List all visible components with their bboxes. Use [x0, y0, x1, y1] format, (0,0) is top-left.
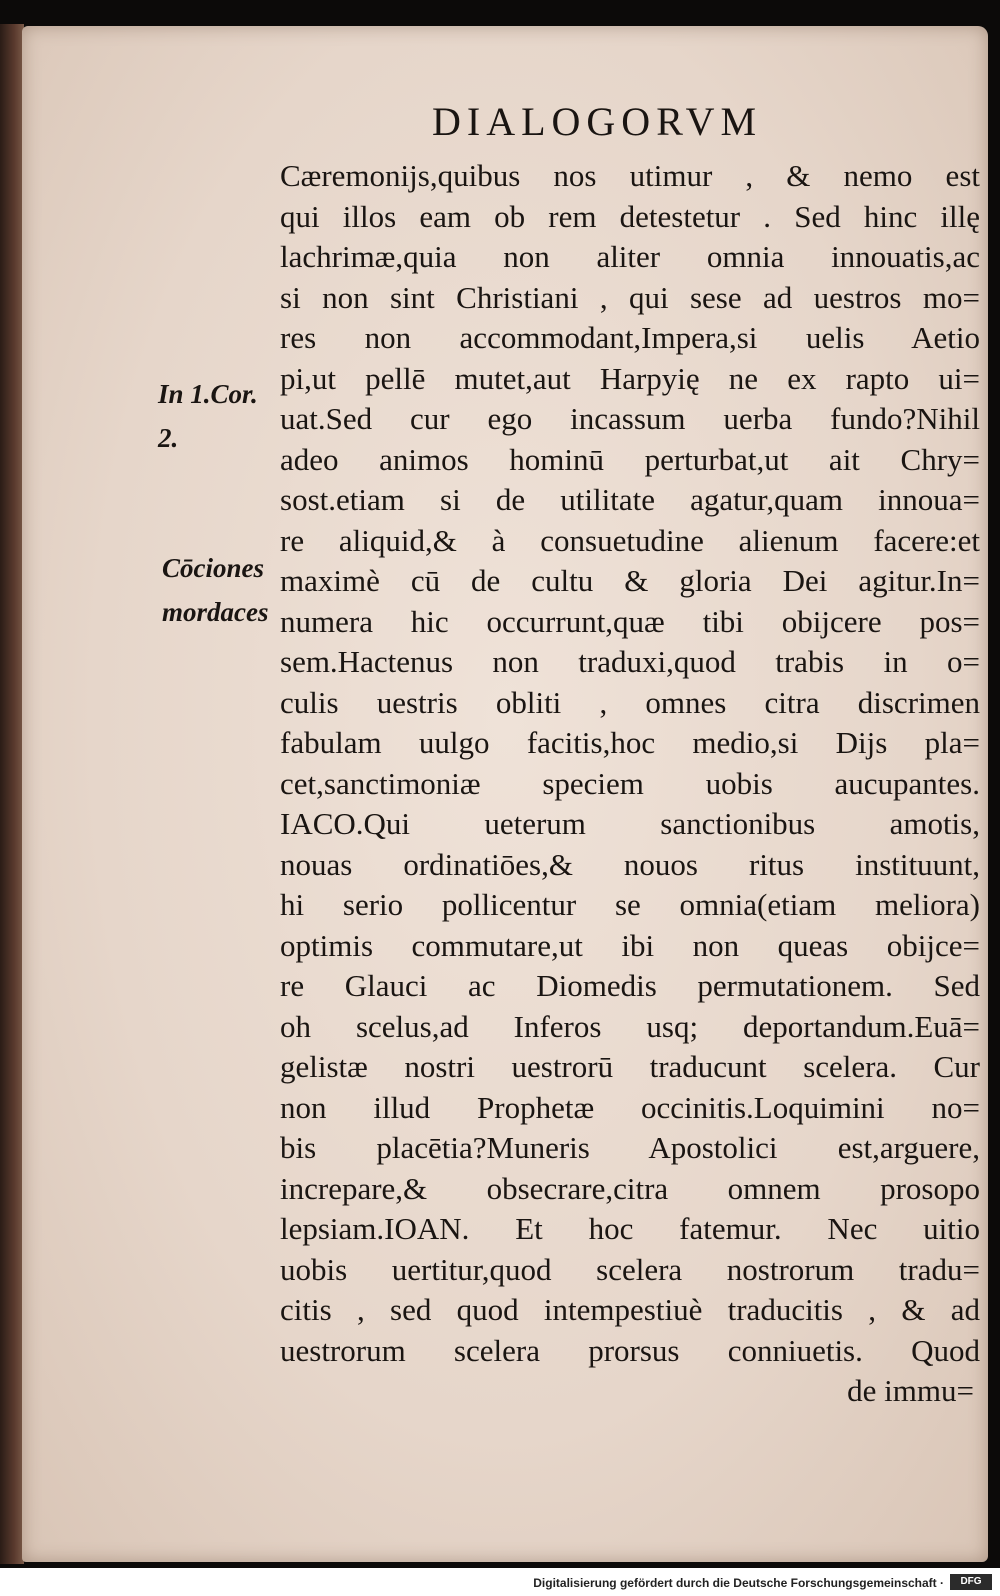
text-line: sost.etiam si de utilitate agatur,quam innoua= — [280, 482, 980, 517]
book-binding-edge — [0, 24, 24, 1564]
text-line: nouas ordinatiōes,& nouos ritus instituunt, — [280, 846, 980, 882]
marginal-note-line: mordaces — [162, 597, 269, 627]
text-line: sem.Hactenus non traduxi,quod trabis in o= — [280, 644, 980, 679]
text-line: non illud Prophetæ occinitis.Loquimini no= — [280, 1089, 980, 1125]
text-line: cet,sanctimoniæ speciem uobis aucupantes. — [280, 765, 980, 801]
text-line: fabulam uulgo facitis,hoc medio,si Dijs pla= — [280, 725, 980, 760]
text-line: res non accommodant,Impera,si uelis Aetio — [280, 320, 980, 355]
text-line: adeo animos hominū perturbat,ut ait Chry= — [280, 441, 980, 477]
text-line: numera hic occurrunt,quæ tibi obijcere pos= — [280, 603, 980, 639]
text-line: de immu= — [847, 1373, 974, 1408]
text-line: maximè cū de cultu & gloria Dei agitur.In= — [280, 563, 980, 598]
text-line: bis placētia?Muneris Apostolici est,arguere, — [280, 1130, 980, 1165]
book-page — [22, 26, 988, 1562]
text-line: optimis commutare,ut ibi non queas obijce= — [280, 927, 980, 963]
text-line: citis , sed quod intempestiuè traducitis , & ad — [280, 1292, 980, 1327]
text-line: re Glauci ac Diomedis permutationem. Sed — [280, 968, 980, 1003]
text-line: uestrorum scelera prorsus conniuetis. Quod — [280, 1332, 980, 1368]
text-line: gelistæ nostri uestrorū traducunt scelera. Cur — [280, 1049, 980, 1084]
text-line: Cæremonijs,quibus nos utimur , & nemo est — [280, 158, 980, 193]
text-line: uobis uertitur,quod scelera nostrorum tradu= — [280, 1251, 980, 1287]
text-line: pi,ut pellē mutet,aut Harpyię ne ex rapto ui= — [280, 360, 980, 396]
text-line: oh scelus,ad Inferos usq; deportandum.Euā= — [280, 1008, 980, 1044]
dfg-logo-icon: DFG — [950, 1574, 992, 1590]
text-line: increpare,& obsecrare,citra omnem prosopo — [280, 1170, 980, 1206]
text-line: re aliquid,& à consuetudine alienum facere:et — [280, 522, 980, 558]
marginal-note-line: In 1.Cor. — [158, 379, 258, 409]
text-line: uat.Sed cur ego incassum uerba fundo?Nihil — [280, 401, 980, 436]
marginal-note-line: Cōciones — [162, 553, 265, 583]
text-line: qui illos eam ob rem detestetur . Sed hinc illę — [280, 198, 980, 234]
marginal-note-citation — [158, 372, 258, 460]
digitization-credit: Digitalisierung gefördert durch die Deutsche Forschungsgemeinschaft · — [533, 1576, 944, 1590]
running-head: DIALOGORVM — [432, 99, 763, 144]
text-line: IACO.Qui ueterum sanctionibus amotis, — [280, 806, 980, 841]
text-line: lepsiam.IOAN. Et hoc fatemur. Nec uitio — [280, 1211, 980, 1246]
text-line: culis uestris obliti , omnes citra discrimen — [280, 684, 980, 720]
text-line: hi serio pollicentur se omnia(etiam meliora) — [280, 887, 980, 922]
text-line: si non sint Christiani , qui sese ad uestros mo= — [280, 279, 980, 315]
body-text-block — [280, 156, 980, 1412]
marginal-note-topic — [162, 546, 268, 634]
marginal-note-line: 2. — [158, 423, 179, 453]
digitization-footer — [0, 1568, 1000, 1596]
text-line: lachrimæ,quia non aliter omnia innouatis,ac — [280, 239, 980, 274]
